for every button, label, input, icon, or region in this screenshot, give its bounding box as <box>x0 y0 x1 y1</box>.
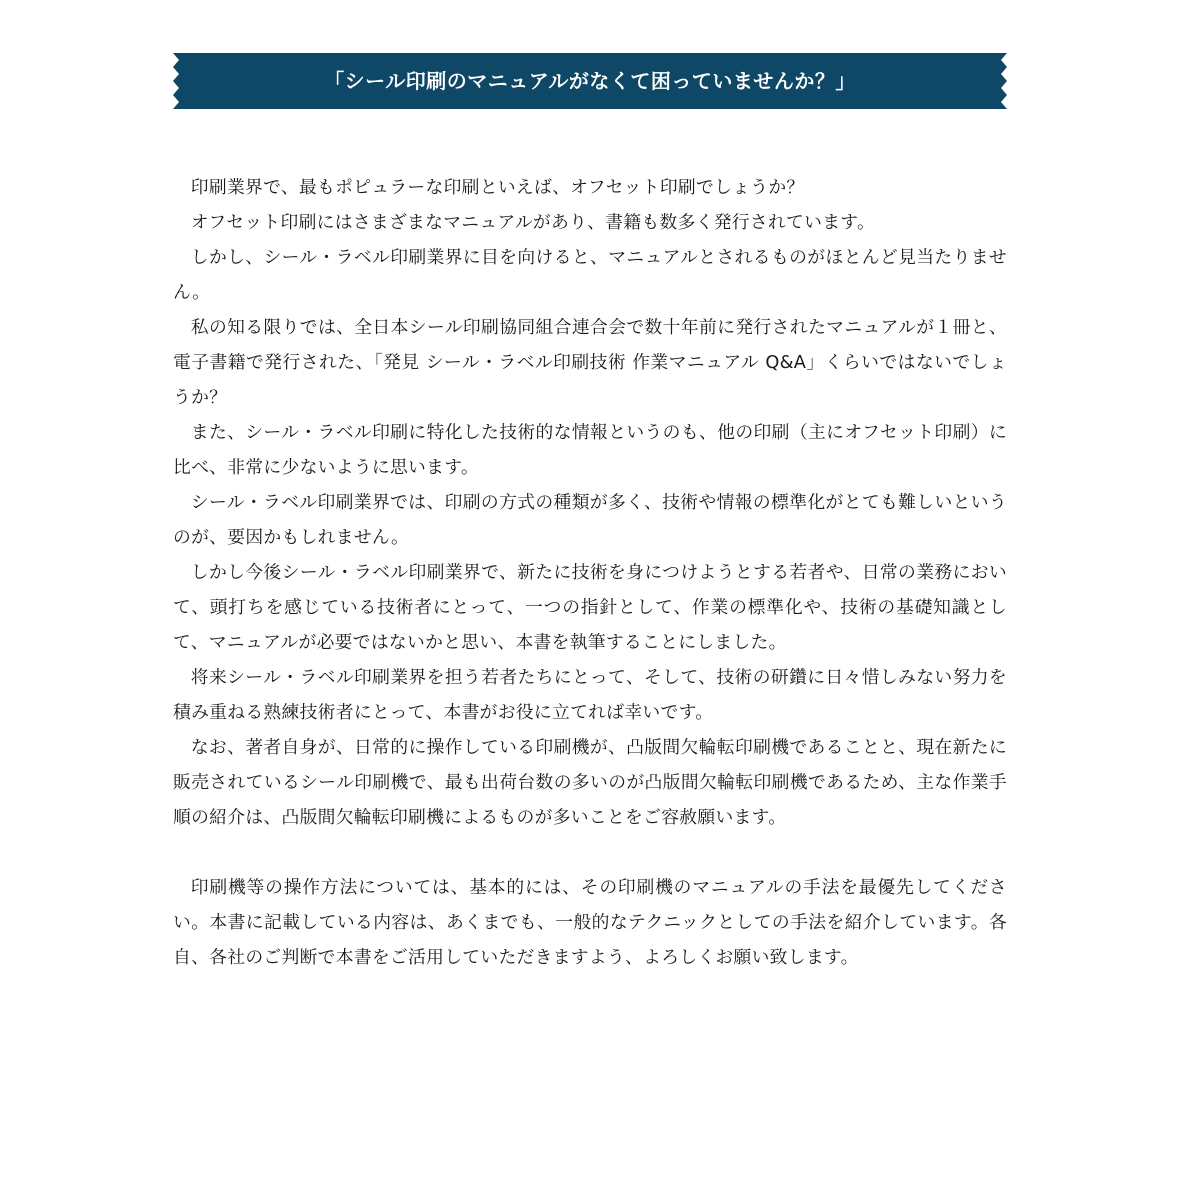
paragraph: オフセット印刷にはさまざまなマニュアルがあり、書籍も数多く発行されています。 <box>190 212 876 233</box>
paragraph: なお、著者自身が、日常的に操作している印刷機が、凸版間欠輪転印刷機であることと、現在新たに販売されているシール印刷機で、最も出荷台数の多いのが凸版間欠輪転印刷機であるため、主な作業手順の紹介は、凸版間欠輪転印刷機によるものが多いことをご容赦願います。 <box>173 737 1007 828</box>
paragraph: 将来シール・ラベル印刷業界を担う若者たちにとって、そして、技術の研鑽に日々惜しみない努力を積み重ねる熟練技術者にとって、本書がお役に立てれば幸いです。 <box>173 667 1007 723</box>
paragraph: 私の知る限りでは、全日本シール印刷協同組合連合会で数十年前に発行されたマニュアルが１冊と、電子書籍で発行された、「発見 シール・ラベル印刷技術 作業マニュアル Q&A」くらいではないでしょうか？ <box>173 317 1007 408</box>
paragraph: 印刷業界で、最もポピュラーな印刷といえば、オフセット印刷でしょうか？ <box>190 177 805 198</box>
paragraph: また、シール・ラベル印刷に特化した技術的な情報というのも、他の印刷（主にオフセット印刷）に比べ、非常に少ないように思います。 <box>173 422 1007 478</box>
title-banner <box>173 53 1007 109</box>
paragraph-note: 印刷機等の操作方法については、基本的には、その印刷機のマニュアルの手法を最優先してください。本書に記載している内容は、あくまでも、一般的なテクニックとしての手法を紹介しています。各自、各社のご判断で本書をご活用していただきますよう、よろしくお願い致します。 <box>173 877 1007 968</box>
paragraph: しかし、シール・ラベル印刷業界に目を向けると、マニュアルとされるものがほとんど見当たりません。 <box>173 247 1007 303</box>
body-text <box>173 170 1007 975</box>
page-title: 「シール印刷のマニュアルがなくて困っていませんか？」 <box>324 69 856 93</box>
paragraph: シール・ラベル印刷業界では、印刷の方式の種類が多く、技術や情報の標準化がとても難しいというのが、要因かもしれません。 <box>173 492 1007 548</box>
paragraph: しかし今後シール・ラベル印刷業界で、新たに技術を身につけようとする若者や、日常の業務において、頭打ちを感じている技術者にとって、一つの指針として、作業の標準化や、技術の基礎知識として、マニュアルが必要ではないかと思い、本書を執筆することにしました。 <box>173 562 1007 653</box>
